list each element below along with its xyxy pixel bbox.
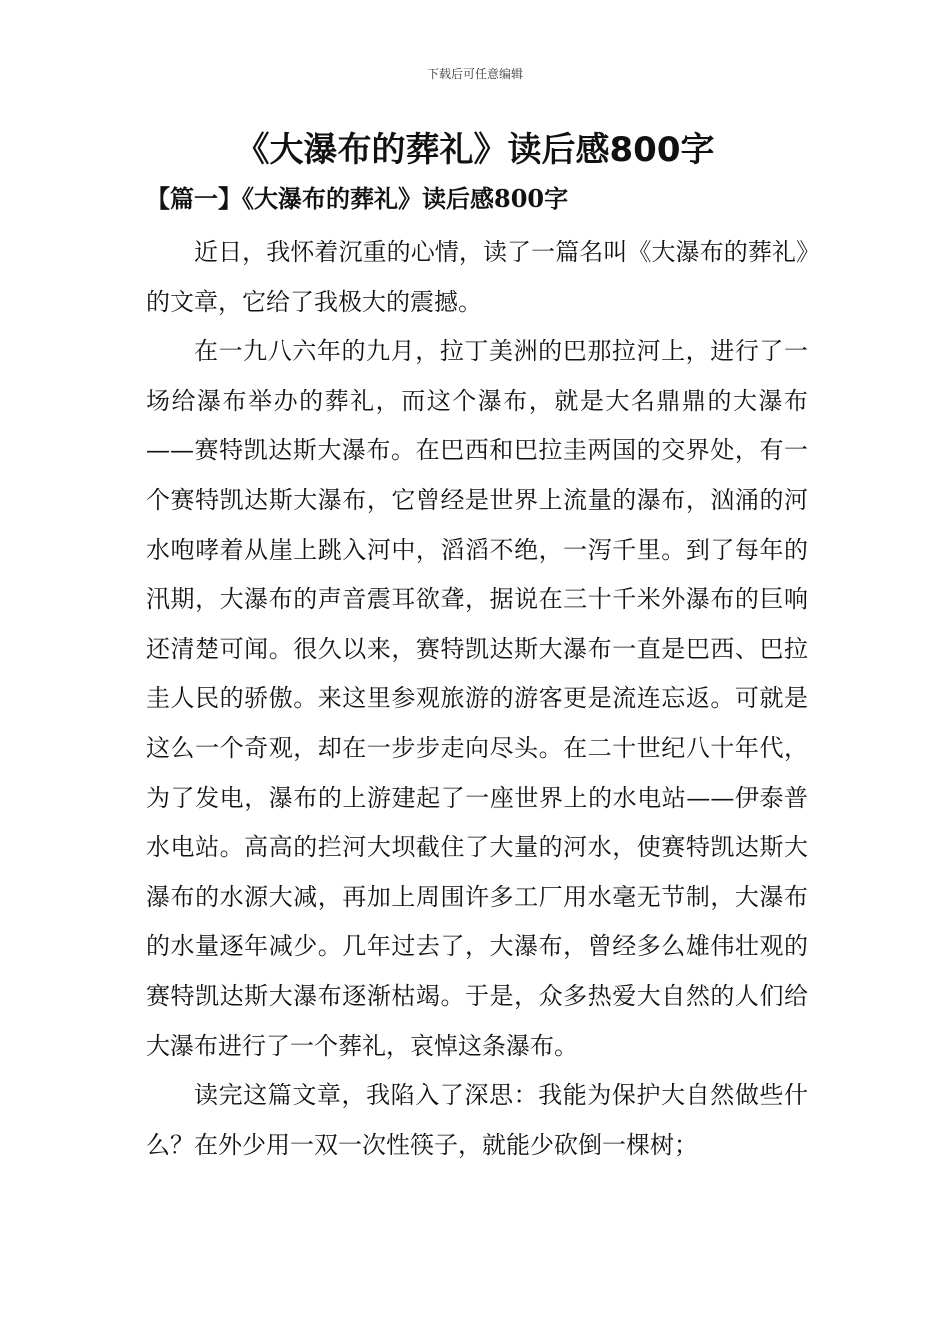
section-heading: 【篇一】《大瀑布的葬礼》读后感800字 — [146, 184, 569, 213]
paragraph-story: 在一九八六年的九月，拉丁美洲的巴那拉河上，进行了一场给瀑布举办的葬礼，而这个瀑布，就是大名鼎鼎的大瀑布——赛特凯达斯大瀑布。在巴西和巴拉圭两国的交界处，有一个赛特凯达斯大瀑布，它曾经是世界上流量的瀑布，汹涌的河水咆哮着从崖上跳入河中，滔滔不绝，一泻千里。到了每年的汛期，大瀑布的声音震耳欲聋，据说在三十千米外瀑布的巨响还清楚可闻。很久以来，赛特凯达斯大瀑布一直是巴西、巴拉圭人民的骄傲。来这里参观旅游的游客更是流连忘返。可就是这么一个奇观，却在一步步走向尽头。在二十世纪八十年代，为了发电，瀑布的上游建起了一座世界上的水电站——伊泰普水电站。高高的拦河大坝截住了大量的河水，使赛特凯达斯大瀑布的水源大减，再加上周围许多工厂用水毫无节制，大瀑布的水量逐年减少。几年过去了，大瀑布，曾经多么雄伟壮观的赛特凯达斯大瀑布逐渐枯竭。于是，众多热爱大自然的人们给大瀑布进行了一个葬礼，哀悼这条瀑布。 — [146, 337, 808, 1060]
paragraph-intro: 近日，我怀着沉重的心情，读了一篇名叫《大瀑布的葬礼》的文章，它给了我极大的震撼。 — [146, 238, 808, 316]
header-note: 下载后可任意编辑 — [426, 67, 523, 81]
document-title: 《大瀑布的葬礼》读后感800字 — [235, 130, 715, 170]
document-body — [146, 228, 808, 1170]
paragraph-reflection: 读完这篇文章，我陷入了深思：我能为保护大自然做些什么？在外少用一双一次性筷子，就能少砍倒一棵树； — [146, 1081, 808, 1159]
